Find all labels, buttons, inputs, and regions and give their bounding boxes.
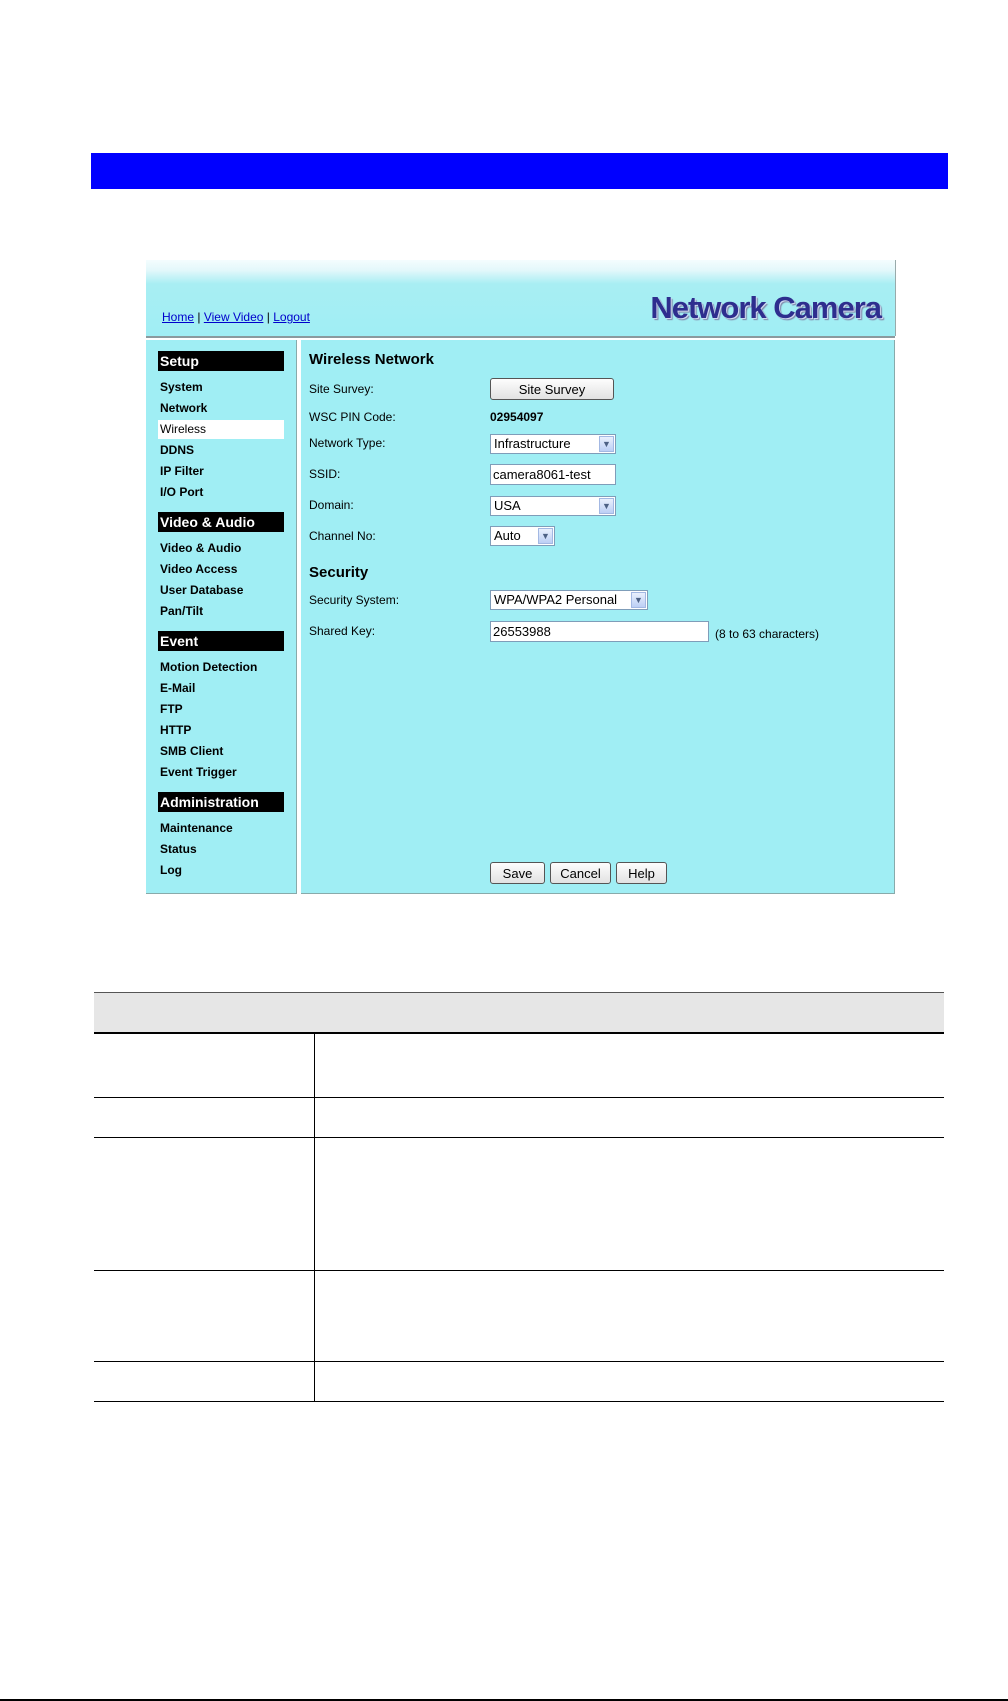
table-row-divider bbox=[94, 1361, 944, 1362]
network-type-label: Network Type: bbox=[309, 436, 386, 450]
wireless-network-heading: Wireless Network bbox=[309, 351, 434, 368]
wireless-settings-panel bbox=[301, 340, 895, 894]
save-button[interactable]: Save bbox=[490, 862, 545, 884]
wsc-pin-value: 02954097 bbox=[490, 410, 544, 424]
security-heading: Security bbox=[309, 564, 369, 581]
help-button[interactable]: Help bbox=[616, 862, 667, 884]
table-bottom-rule bbox=[94, 1401, 944, 1402]
sidebar-item-video-access[interactable]: Video Access bbox=[160, 562, 238, 576]
sidebar-item-http[interactable]: HTTP bbox=[160, 723, 192, 737]
sidebar-item-ddns[interactable]: DDNS bbox=[160, 443, 195, 457]
shared-key-input[interactable] bbox=[490, 621, 709, 642]
sidebar-section-video-audio: Video & Audio bbox=[158, 512, 284, 532]
domain-select[interactable] bbox=[490, 496, 616, 516]
home-link[interactable]: Home bbox=[162, 310, 195, 324]
sidebar-item-event-trigger[interactable]: Event Trigger bbox=[160, 765, 237, 779]
brand-logo: Network Camera bbox=[650, 290, 881, 325]
cancel-button[interactable]: Cancel bbox=[550, 862, 611, 884]
chevron-down-icon[interactable]: ▼ bbox=[538, 528, 553, 544]
table-row-divider bbox=[94, 1137, 944, 1138]
sidebar-item-network[interactable]: Network bbox=[160, 401, 208, 415]
sidebar-item-status[interactable]: Status bbox=[160, 842, 197, 856]
shared-key-label: Shared Key: bbox=[309, 624, 376, 638]
chevron-down-icon[interactable]: ▼ bbox=[599, 498, 614, 514]
table-row-divider bbox=[94, 1270, 944, 1271]
view-video-link[interactable]: View Video bbox=[203, 310, 264, 324]
sidebar-section-setup: Setup bbox=[158, 351, 284, 371]
table-header bbox=[94, 992, 944, 1033]
table-column-divider bbox=[314, 1034, 315, 1402]
site-survey-label: Site Survey: bbox=[309, 382, 374, 396]
security-system-label: Security System: bbox=[309, 593, 400, 607]
network-camera-screenshot bbox=[146, 260, 895, 893]
chevron-down-icon[interactable]: ▼ bbox=[599, 436, 614, 452]
section-header-bar bbox=[91, 153, 948, 189]
sidebar-item-io-port[interactable]: I/O Port bbox=[160, 485, 204, 499]
sidebar-item-log[interactable]: Log bbox=[160, 863, 182, 877]
ssid-input[interactable] bbox=[490, 464, 616, 485]
shared-key-hint: (8 to 63 characters) bbox=[715, 627, 820, 641]
sidebar-section-administration: Administration bbox=[158, 792, 284, 812]
sidebar-item-maintenance[interactable]: Maintenance bbox=[160, 821, 233, 835]
ssid-label: SSID: bbox=[309, 467, 341, 481]
sidebar-item-wireless[interactable]: Wireless bbox=[158, 420, 284, 439]
channel-value: Auto bbox=[494, 528, 521, 543]
channel-select[interactable] bbox=[490, 526, 555, 546]
sidebar-item-motion-detection[interactable]: Motion Detection bbox=[160, 660, 258, 674]
security-system-value: WPA/WPA2 Personal bbox=[494, 592, 618, 607]
nav-separator: | bbox=[194, 310, 204, 324]
security-system-select[interactable] bbox=[490, 590, 648, 610]
sidebar bbox=[146, 340, 297, 894]
logout-link[interactable]: Logout bbox=[273, 310, 310, 324]
sidebar-item-pan-tilt[interactable]: Pan/Tilt bbox=[160, 604, 204, 618]
sidebar-section-event: Event bbox=[158, 631, 284, 651]
sidebar-item-smb-client[interactable]: SMB Client bbox=[160, 744, 224, 758]
sidebar-item-user-database[interactable]: User Database bbox=[160, 583, 244, 597]
channel-label: Channel No: bbox=[309, 529, 376, 543]
sidebar-item-ftp[interactable]: FTP bbox=[160, 702, 183, 716]
domain-label: Domain: bbox=[309, 498, 354, 512]
chevron-down-icon[interactable]: ▼ bbox=[631, 592, 646, 608]
sidebar-item-ip-filter[interactable]: IP Filter bbox=[160, 464, 204, 478]
wsc-pin-label: WSC PIN Code: bbox=[309, 410, 396, 424]
table-row-divider bbox=[94, 1097, 944, 1098]
sidebar-item-system[interactable]: System bbox=[160, 380, 203, 394]
network-type-value: Infrastructure bbox=[494, 436, 571, 451]
site-survey-button[interactable]: Site Survey bbox=[490, 378, 614, 400]
sidebar-item-email[interactable]: E-Mail bbox=[160, 681, 196, 695]
nav-separator: | bbox=[263, 310, 274, 324]
top-navigation bbox=[162, 310, 310, 324]
sidebar-item-video-audio[interactable]: Video & Audio bbox=[160, 541, 242, 555]
domain-value: USA bbox=[494, 498, 521, 513]
top-banner bbox=[146, 260, 896, 336]
table-header-rule bbox=[94, 1032, 944, 1034]
network-type-select[interactable] bbox=[490, 434, 616, 454]
